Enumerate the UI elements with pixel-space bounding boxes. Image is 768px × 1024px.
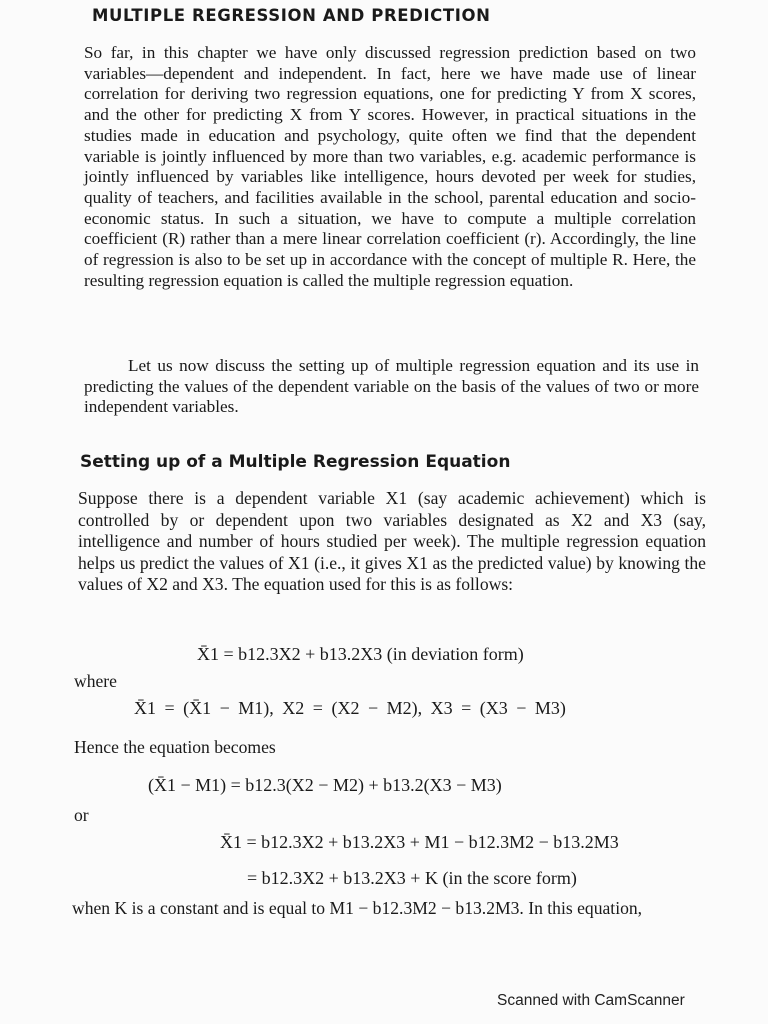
equation-rearranged: X̄1 = b12.3X2 + b13.2X3 + M1 − b12.3M2 − b13.2M3 <box>220 832 619 852</box>
scanner-watermark: Scanned with CamScanner <box>497 992 685 1009</box>
hence-text: Hence the equation becomes <box>74 737 276 757</box>
second-paragraph: Let us now discuss the setting up of multiple regression equation and its use in predicting the values of the dependent variable on the basis of the values of two or more independent variables. <box>84 356 699 417</box>
label-where: where <box>74 671 117 691</box>
section-title: MULTIPLE REGRESSION AND PREDICTION <box>92 6 491 25</box>
equation-deviation-form: X̄1 = b12.3X2 + b13.2X3 (in deviation form) <box>197 644 524 664</box>
subsection-title: Setting up of a Multiple Regression Equation <box>80 452 511 472</box>
equation-definitions: X̄1 = (X̄1 − M1), X2 = (X2 − M2), X3 = (X3 − M3) <box>134 698 566 718</box>
closing-text: when K is a constant and is equal to M1 − b12.3M2 − b13.2M3. In this equation, <box>72 898 643 918</box>
equation-score-form: = b12.3X2 + b13.2X3 + K (in the score form) <box>247 868 577 888</box>
setup-paragraph: Suppose there is a dependent variable X1 (say academic achievement) which is controlled by or dependent upon two variables designated as X2 and X3 (say, intelligence and number of hours studied per week). The multiple regression equation helps us predict the values of X1 (i.e., it gives X1 as the predicted value) by knowing the values of X2 and X3. The equation used for this is as follows: <box>78 488 706 595</box>
intro-paragraph: So far, in this chapter we have only discussed regression prediction based on two variables—dependent and independent. In fact, here we have made use of linear correlation for deriving two regression equations, one for predicting Y from X scores, and the other for predicting X from Y scores. However, in practical situations in the studies made in education and psychology, quite often we find that the dependent variable is jointly influenced by more than two variables, e.g. academic performance is jointly influenced by variables like intelligence, hours devoted per week for studies, quality of teachers, and facilities available in the school, parental education and socio-economic status. In such a situation, we have to compute a multiple correlation coefficient (R) rather than a mere linear correlation coefficient (r). Accordingly, the line of regression is also to be set up in accordance with the concept of multiple R. Here, the resulting regression equation is called the multiple regression equation. <box>84 43 696 290</box>
equation-expanded: (X̄1 − M1) = b12.3(X2 − M2) + b13.2(X3 − M3) <box>148 775 502 795</box>
label-or: or <box>74 805 89 825</box>
